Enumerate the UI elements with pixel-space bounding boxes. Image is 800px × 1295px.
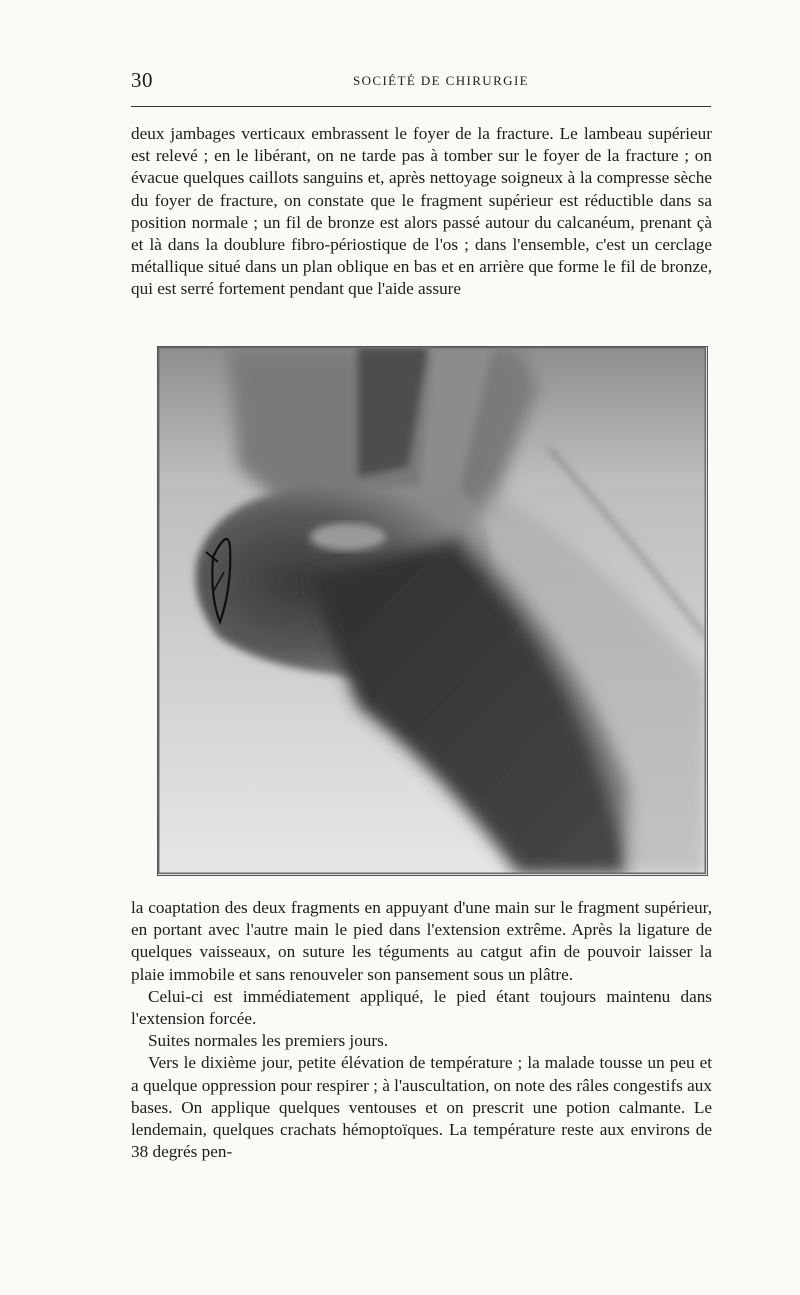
running-head: SOCIÉTÉ DE CHIRURGIE [352,73,530,88]
body-text-bottom [131,897,712,1163]
xray-figure [157,346,708,876]
paragraph: Vers le dixième jour, petite élévation de température ; la malade tousse un peu et a quelque oppression pour respirer ; à l'auscultation, on note des râles congestifs aux bases. On applique quelques ventouses et on prescrit une potion calmante. Le lendemain, quelques crachats hémoptoïques. La température reste aux environs de 38 degrés pen- [131,1053,712,1162]
paragraph: deux jambages verticaux embrassent le foyer de la fracture. Le lambeau supérieur est relevé ; en le libérant, on ne tarde pas à tomber sur le foyer de la fracture ; on évacue quelques caillots sanguins et, après nettoyage soigneux à la compresse sèche du foyer de fracture, on constate que le fragment supérieur est réductible dans sa position normale ; un fil de bronze est alors passé autour du calcanéum, prenant çà et là dans la doublure fibro-périostique de l'os ; dans l'ensemble, c'est un cerclage métallique situé dans un plan oblique en bas et en arrière que forme le fil de bronze, qui est serré fortement pendant que l'aide assure [131,124,712,299]
paragraph: Celui-ci est immédiatement appliqué, le pied étant toujours maintenu dans l'extension forcée. [131,986,712,1029]
paragraph: la coaptation des deux fragments en appuyant d'une main sur le fragment supérieur, en portant avec l'autre main le pied dans l'extension extrême. Après la ligature de quelques vaisseaux, on suture les téguments au catgut afin de pouvoir laisser la plaie immobile et sans renouveler son pansement sous un plâtre. [131,898,712,984]
page-header [131,66,711,96]
body-text-top [131,123,712,301]
paragraph: Suites normales les premiers jours. [148,1031,389,1051]
header-rule [131,106,711,107]
xray-image [158,347,706,874]
page-number: 30 [131,68,153,92]
